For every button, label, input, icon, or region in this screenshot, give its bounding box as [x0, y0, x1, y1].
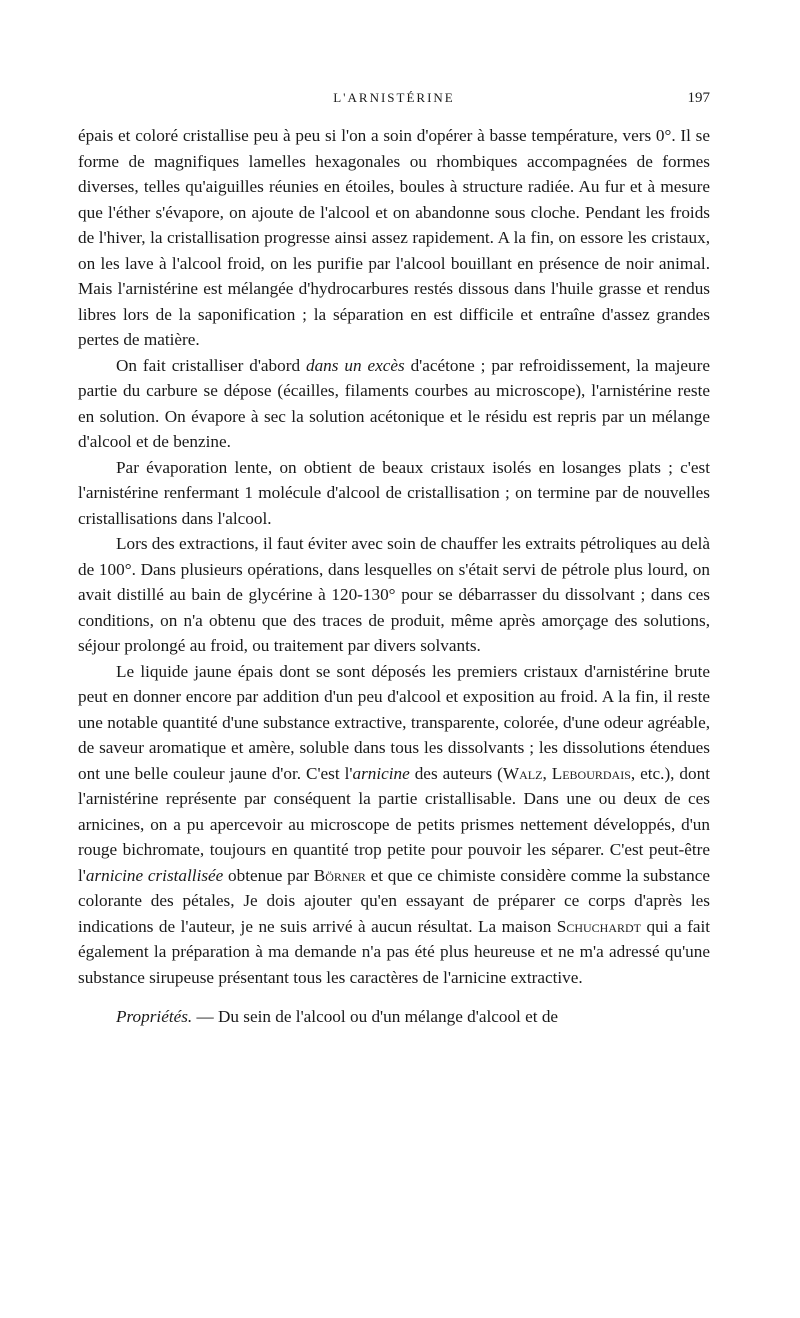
small-caps-name: Lebourdais	[551, 763, 631, 783]
paragraph	[78, 123, 710, 353]
paragraph	[78, 531, 710, 659]
italic-text: arnicine cristallisée	[85, 865, 224, 885]
italic-text: dans un excès	[305, 355, 405, 375]
text-run: — Du sein de l'alcool ou d'un mélange d'alcool et de	[192, 1007, 559, 1026]
text-run: épais et coloré cristallise peu à peu si l'on a soin d'opérer à basse température, vers 0°. Il se forme de magnifiques lamelles hexagonales ou rhombiques accompagnées de formes diverses, telles qu'aiguilles réunies en étoiles, boules à structure radiée. Au fur et à mesure que l'éther s'évapore, on ajoute de l'alcool et on abandonne sous cloche. Pendant les froids de l'hiver, la cristallisation progresse ainsi assez rapidement. A la fin, on essore les cristaux, on les lave à l'alcool froid, on les purifie par l'alcool bouillant en présence de noir animal. Mais l'arnistérine est mélangée d'hydrocarbures restés dissous dans l'huile grasse et rendus libres lors de la saponification ; la séparation en est difficile et entraîne d'assez grandes pertes de matière.	[78, 126, 710, 349]
paragraph	[78, 455, 710, 532]
page-number: 197	[687, 90, 710, 106]
small-caps-name: Schuchardt	[556, 916, 642, 936]
italic-text: Propriétés.	[116, 1007, 193, 1026]
text-run: et que ce chimiste considère comme la substance colorante des pétales, Je dois ajouter qu'en essayant de préparer ce corps d'après les indications de l'auteur, je ne suis arrivé à aucun résultat. La maison	[78, 865, 711, 936]
text-run: des auteurs (	[409, 763, 503, 783]
text-run: , etc.), dont l'arnistérine représente par conséquent la partie cristallisable. Dans une ou deux de ces arnicines, on a pu apercevoir au microscope de petits prismes nettement développés, d'un rouge bichromate, toujours en quantité trop petite pour pouvoir les séparer. C'est peut-être l'	[78, 763, 710, 885]
paragraph	[78, 353, 710, 455]
text-run: Le liquide jaune épais dont se sont déposés les premiers cristaux d'arnistérine brute peut en donner encore par addition d'un peu d'alcool et exposition au froid. A la fin, il reste une notable quantité d'une substance extractive, transparente, colorée, d'une odeur agréable, de saveur aromatique et amère, soluble dans tous les dissolvants ; les dissolutions étendues ont une belle couleur jaune d'or. C'est l'	[78, 661, 710, 783]
paragraph	[78, 1004, 710, 1030]
italic-text: arnicine	[352, 763, 410, 783]
small-caps-name: Börner	[313, 865, 366, 885]
text-run: Par évaporation lente, on obtient de beaux cristaux isolés en losanges plats ; c'est l'arnistérine renfermant 1 molécule d'alcool de cristallisation ; on termine par de nouvelles cristallisations dans l'alcool.	[78, 457, 710, 528]
paragraph	[78, 659, 710, 991]
small-caps-name: Walz	[502, 763, 543, 783]
text-run: d'acétone ; par refroidissement, la majeure partie du carbure se dépose (écailles, filaments courbes au microscope), l'arnistérine reste en solution. On évapore à sec la solution acétonique et le résidu est repris par un mélange d'alcool et de benzine.	[78, 355, 710, 451]
text-run: qui a fait également la préparation à ma demande n'a pas été plus heureuse et ne m'a adressé qu'une substance sirupeuse présentant tous les caractères de l'arnicine extractive.	[78, 916, 710, 987]
text-run: On fait cristalliser d'abord	[116, 355, 306, 375]
running-title: L'ARNISTÉRINE	[333, 90, 455, 105]
page-header	[78, 90, 710, 114]
text-run: Lors des extractions, il faut éviter avec soin de chauffer les extraits pétroliques au delà de 100°. Dans plusieurs opérations, dans lesquelles on s'était servi de pétrole plus lourd, on avait distillé au bain de glycérine à 120-130° pour se débarrasser du dissolvant ; dans ces conditions, on n'a obtenu que des traces de produit, même après amorçage des solutions, séjour prolongé au froid, ou traitement par divers solvants.	[78, 534, 710, 655]
text-run: obtenue par	[223, 865, 314, 885]
page-body	[78, 123, 710, 1030]
text-run: ,	[542, 763, 552, 783]
